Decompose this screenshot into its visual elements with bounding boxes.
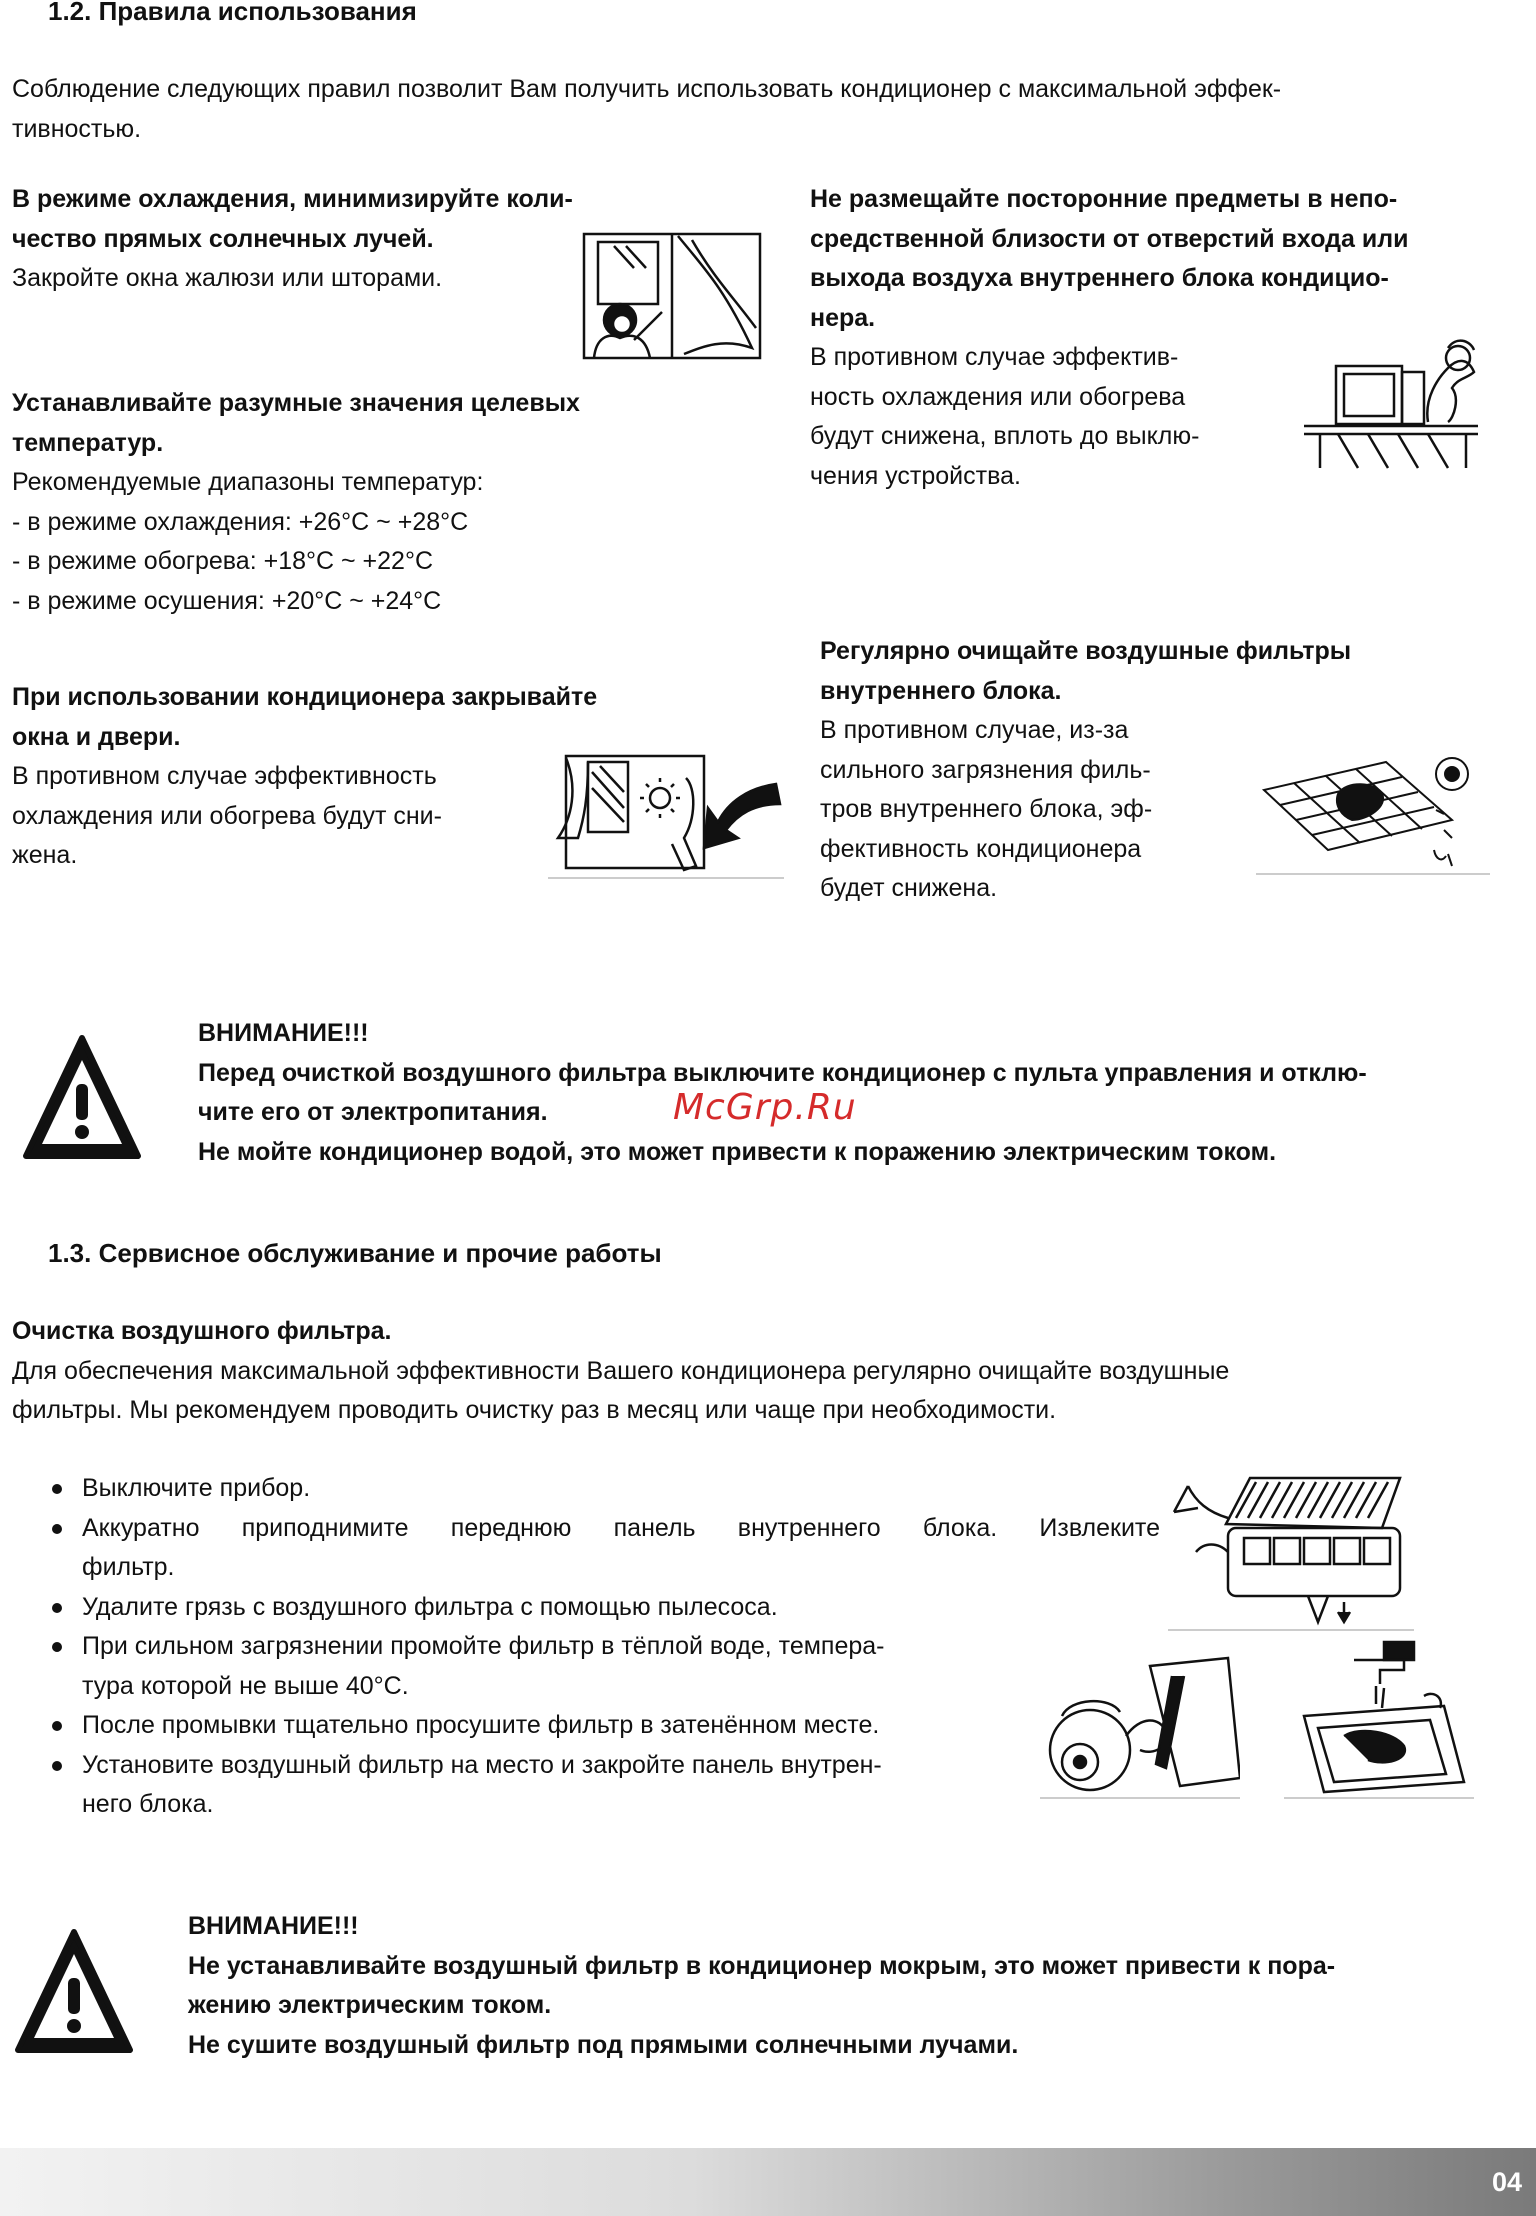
list-item (12, 1469, 1160, 1509)
list-item-line: Аккуратно приподнимите переднюю панель внутреннего блока. Извлеките (82, 1513, 1160, 1542)
list-item-line: После промывки тщательно просушите фильтр в затенённом месте. (82, 1711, 880, 1739)
warning-line: жению электрическим током. (188, 1991, 552, 2019)
rule-text-line: ность охлаждения или обогрева (810, 382, 1186, 411)
warning-title: ВНИМАНИЕ!!! (198, 1019, 369, 1047)
warning-line: Не устанавливайте воздушный фильтр в кондиционер мокрым, это может привести к пора- (188, 1951, 1336, 1980)
window-sun-arrow-illustration (548, 748, 784, 880)
rule-text-line: - в режиме охлаждения: +26°C ~ +28°C (12, 507, 469, 536)
rule-text-line: В противном случае, из-за (820, 716, 1129, 744)
list-item-line: фильтр. (82, 1553, 175, 1581)
list-item-line: тура которой не выше 40°C. (82, 1671, 409, 1700)
list-item (12, 1509, 1160, 1588)
rule-heading-line: Не размещайте посторонние предметы в непо- (810, 185, 1398, 213)
warning-line: чите его от электропитания. (198, 1098, 548, 1126)
list-item (12, 1627, 1160, 1706)
rule-text-line: сильного загрязнения филь- (820, 755, 1151, 784)
warning-block-2 (188, 1907, 1335, 2065)
list-item-line: него блока. (82, 1790, 214, 1818)
warning-title: ВНИМАНИЕ!!! (188, 1912, 359, 1940)
section-intro-1-3 (12, 1312, 1229, 1431)
rule-heading-line: При использовании кондиционера закрывайте (12, 683, 598, 711)
rule-text-line: охлаждения или обогрева будут сни- (12, 801, 442, 830)
list-item-line: При сильном загрязнении промойте фильтр в тёплой воде, темпера- (82, 1632, 885, 1660)
rule-heading-line: внутреннего блока. (820, 676, 1062, 705)
rule-heading-line: Регулярно очищайте воздушные фильтры (820, 637, 1352, 665)
tv-on-table-illustration (1298, 328, 1488, 478)
rule-heading-line: чество прямых солнечных лучей. (12, 224, 434, 253)
section-intro-1-2 (12, 70, 1281, 149)
rule-text-line: фективность кондиционера (820, 834, 1142, 863)
ac-unit-open-illustration (1168, 1472, 1414, 1632)
dirty-filter-illustration (1256, 750, 1490, 876)
rule-heading-line: окна и двери. (12, 722, 181, 751)
rule-windows (12, 678, 597, 876)
rule-text-line: жена. (12, 841, 78, 869)
intro-line: Соблюдение следующих правил позволит Вам получить использовать кондиционер с максимальной эффек- (12, 75, 1282, 103)
intro-line: фильтры. Мы рекомендуем проводить очистку раз в месяц или чаще при необходимости. (12, 1396, 1057, 1424)
rule-heading-line: температур. (12, 428, 164, 457)
warning-line: Перед очисткой воздушного фильтра выключите кондиционер с пульта управления и отклю- (198, 1058, 1367, 1087)
rule-text-line: Рекомендуемые диапазоны температур: (12, 468, 484, 496)
warning-line: Не сушите воздушный фильтр под прямыми солнечными лучами. (188, 2030, 1019, 2059)
rule-heading-line: выхода воздуха внутреннего блока кондицио- (810, 264, 1389, 292)
rule-heading-line: В режиме охлаждения, минимизируйте коли- (12, 185, 573, 213)
rule-text-line: - в режиме осушения: +20°C ~ +24°C (12, 586, 442, 615)
wash-filter-illustration (1284, 1636, 1474, 1800)
rule-text-line: - в режиме обогрева: +18°C ~ +22°C (12, 547, 434, 575)
rule-text-line: Закройте окна жалюзи или шторами. (12, 264, 443, 292)
section-title-1-3: 1.3. Сервисное обслуживание и прочие работы (48, 1238, 662, 1268)
rule-cooling (12, 180, 573, 299)
subsection-title: Очистка воздушного фильтра. (12, 1317, 392, 1345)
rule-heading-line: нера. (810, 303, 876, 332)
rule-text-line: В противном случае эффектив- (810, 343, 1179, 371)
warning-line: Не мойте кондиционер водой, это может привести к поражению электрическим током. (198, 1137, 1277, 1166)
rule-text-line: В противном случае эффективность (12, 762, 437, 790)
warning-triangle-icon (22, 1032, 142, 1172)
section-title-1-2: 1.2. Правила использования (48, 0, 417, 26)
rule-text-line: будут снижена, вплоть до выклю- (810, 422, 1200, 450)
intro-line: Для обеспечения максимальной эффективности Вашего кондиционера регулярно очищайте воздушные (12, 1356, 1230, 1385)
rule-heading-line: Устанавливайте разумные значения целевых (12, 389, 580, 417)
cleaning-steps-list (12, 1469, 1160, 1825)
window-curtain-illustration (574, 228, 770, 364)
rule-text-line: тров внутреннего блока, эф- (820, 795, 1153, 823)
list-item (12, 1706, 1160, 1746)
watermark: McGrp.Ru (673, 1087, 857, 1128)
rule-text-line: чения устройства. (810, 461, 1021, 490)
footer-bar (0, 2148, 1536, 2216)
vacuum-filter-illustration (1040, 1636, 1240, 1800)
list-item (12, 1588, 1160, 1628)
list-item-line: Удалите грязь с воздушного фильтра с помощью пылесоса. (82, 1592, 778, 1621)
warning-triangle-icon (14, 1926, 134, 2066)
page-number: 04 (1491, 2167, 1522, 2197)
rule-temperatures (12, 384, 580, 621)
rule-heading-line: средственной близости от отверстий входа или (810, 224, 1409, 253)
intro-line: тивностью. (12, 114, 142, 143)
list-item-line: Установите воздушный фильтр на место и закройте панель внутрен- (82, 1750, 882, 1779)
rule-text-line: будет снижена. (820, 874, 998, 902)
list-item (12, 1746, 1160, 1825)
list-item-line: Выключите прибор. (82, 1474, 311, 1502)
